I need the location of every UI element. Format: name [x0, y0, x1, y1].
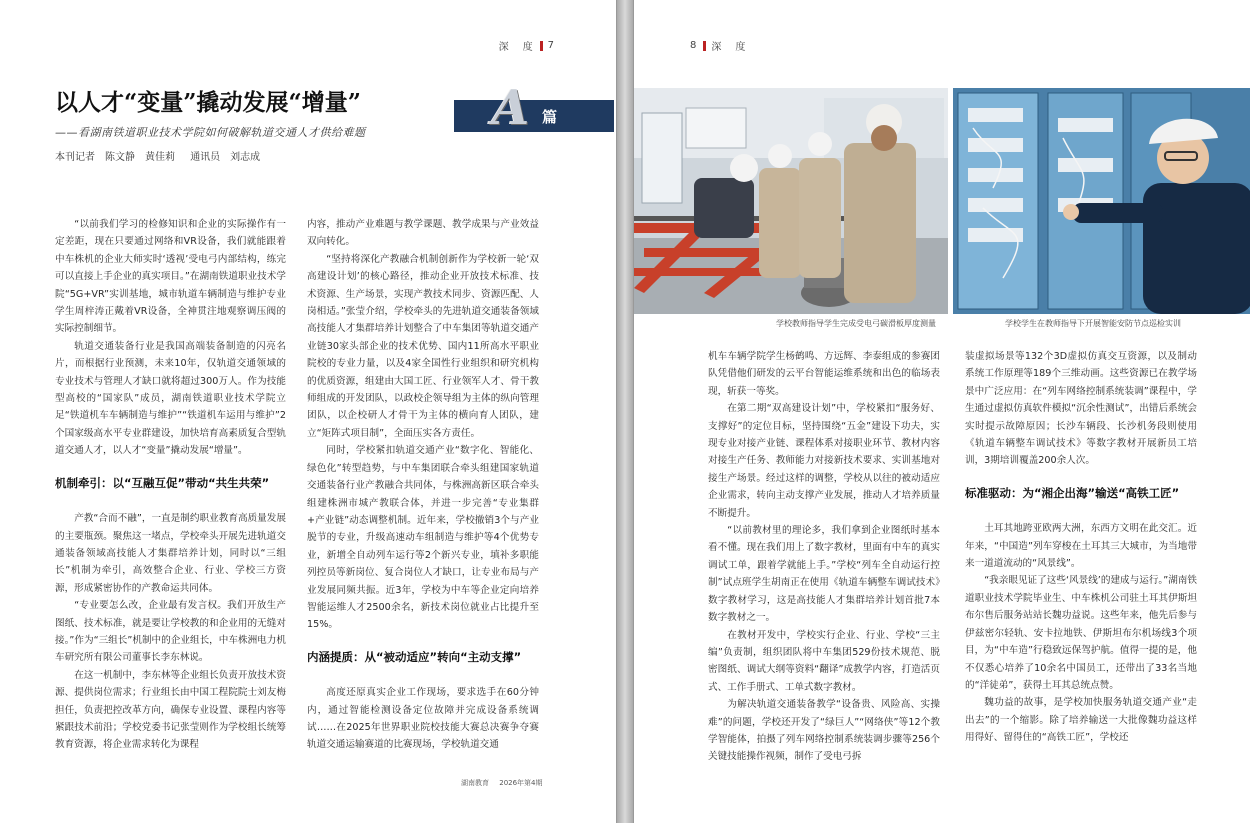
photo-teacher-pantograph — [634, 88, 948, 314]
paragraph: 土耳其地跨亚欧两大洲，东西方文明在此交汇。近年来，“中国造”列车穿梭在土耳其三大城市，为当地带来一道道流动的“风景线”。 — [965, 523, 1197, 570]
paragraph: 产教“合而不融”，一直是制约职业教育高质量发展的主要瓶颈。聚焦这一堵点，学校牵头开展先进轨道交通装备领域高技能人才集群培养计划，同时以“三组长”机制为牵引，高效整合企业、行业、学校三方资源，形成紧密协作的产教命运共同体。 — [55, 513, 286, 594]
paragraph: 高度还原真实企业工作现场，要求选手在60分钟内，通过智能检测设备定位故障并完成设备系统调试……在2025年世界职业院校技能大赛总决赛争夺赛轨道交通运输赛道的比赛现场，学校轨道交通 — [307, 687, 539, 751]
right-page — [633, 0, 1251, 823]
chapter-label: 篇 — [542, 108, 558, 126]
paragraph: 在这一机制中，李东林等企业组长负责开放技术资源、提供岗位需求；行业组长由中国工程院院士刘友梅担任，负责把控改革方向，确保专业设置、课程内容等紧跟技术前沿；学校党委书记张莹则作为学校组长统筹教育资源，将企业需求转化为课程 — [55, 669, 286, 751]
page-number: 8 — [690, 40, 699, 51]
paragraph: 机车车辆学院学生杨鹤鸣、方远辉、李泰组成的参赛团队凭借他们研发的云平台智能运维系统和出色的临场表现，斩获一等奖。 — [708, 351, 940, 397]
paragraph: 同时，学校紧扣轨道交通产业“数字化、智能化、绿色化”转型趋势，与中车集团联合牵头组建国家轨道交通装备行业产教融合共同体，与株洲高新区联合牵头组建株洲市城产教联合体，并进一步完善“专业集群+产业链”动态调整机制。近年来，学校撤销3个与产业脱节的专业，升级高速动车组制造与维护等4个优势专业，新增全自动列车运行等2个新兴专业，填补多职能列控员等新岗位、复合岗位人才缺口，让专业布局与产业发展同频共振。近3年，学校为中车等企业定向培养智能运维人才2500余名，新技术岗位就业占比提升至15%。 — [307, 445, 539, 631]
left-column-1 — [55, 216, 286, 754]
article-subtitle: ——看湖南铁道职业技术学院如何破解轨道交通人才供给难题 — [55, 126, 366, 139]
byline — [55, 148, 272, 163]
page-number: 7 — [547, 40, 556, 51]
paragraph: 轨道交通装备行业是我国高端装备制造的闪亮名片，而根据行业预测，未来10年，仅轨道交通领域的专业技术与管理人才缺口就将超过300万人。作为技能型高校的“国家队”成员，湖南铁道职业技术学院立足“铁道机车车辆制造与维护”“铁道机车运用与维护”2个国家级高水平专业群建设，加快培育高素质复合型轨道交通人才，以人才“变量”撬动发展“增量”。 — [55, 340, 286, 457]
photo-caption-2: 学校学生在教师指导下开展智能安防节点巡检实训 — [1005, 319, 1181, 328]
left-page — [0, 0, 617, 823]
running-head-right — [690, 38, 747, 53]
author-reporters: 本刊记者 陈文静 黄佳莉 — [55, 152, 175, 163]
book-gutter — [617, 0, 633, 823]
section-heading: 内涵提质：从“被动适应”转向“主动支撑” — [307, 649, 522, 664]
paragraph: 内容，推动产业难题与教学课题、教学成果与产业效益双向转化。 — [307, 219, 539, 248]
photo-caption-1: 学校教师指导学生完成受电弓碳滑板厚度测量 — [776, 319, 936, 328]
chapter-letter: A — [492, 80, 530, 136]
section-heading: 机制牵引：以“互融互促”带动“共生共荣” — [55, 475, 270, 490]
paragraph: “以前教材里的理论多，我们拿到企业图纸时基本看不懂。现在我们用上了数字教材，里面有中车的真实调试工单，跟着学就能上手。”学校“列车全自动运行控制”试点班学生胡南正在使用《轨道车辆整车调试技术》数字教材学习，这是高技能人才集群培养计划首批7本数字教材之一。 — [708, 525, 940, 624]
section-label: 深 度 — [498, 42, 535, 53]
paragraph: 魏功益的故事，是学校加快服务轨道交通产业“走出去”的一个缩影。除了培养输送一大批像魏功益这样用得好、留得住的“高铁工匠”，学校还 — [965, 697, 1197, 744]
paragraph: 为解决轨道交通装备教学“设备贵、风险高、实操难”的问题，学校还开发了“绿巨人”“网络侠”等12个教学智能体，拍摄了列车网络控制系统装调步骤等256个关键技能操作视频，制作了受电弓拆 — [708, 699, 940, 763]
author-correspondent: 通讯员 刘志成 — [190, 152, 261, 163]
accent-bar — [540, 41, 543, 51]
section-heading: 标准驱动：为“湘企出海”输送“高铁工匠” — [965, 485, 1180, 500]
paragraph: 装虚拟场景等132个3D虚拟仿真交互资源，以及制动系统工作原理等189个三维动画。这些资源已在教学场景中广泛应用：在“列车网络控制系统装调”课程中，学生通过虚拟仿真软件模拟“沉余性测试”，出错后系统会实时提示故障原因；长沙车辆段、长沙机务段则使用《轨道车辆整车调试技术》等数字教材开展新员工培训，3期培训覆盖200余人次。 — [965, 351, 1197, 467]
right-column-1 — [708, 348, 940, 766]
photo-student-inspection — [953, 88, 1250, 314]
article-title: 以人才“变量”撬动发展“增量” — [55, 89, 361, 116]
paragraph: “我亲眼见证了这些‘风景线’的建成与运行。”湖南铁道职业技术学院毕业生、中车株机公司驻土耳其伊斯坦布尔售后服务站站长魏功益说。这些年来，他先后参与伊兹密尔轻轨、安卡拉地铁、伊斯坦布尔机场线3个项目，为“中车造”行稳致远保驾护航。值得一提的是，他不仅悉心培养了10余名中国员工，还带出了33名当地的“洋徒弟”，获得土耳其总统点赞。 — [965, 575, 1197, 691]
paragraph: 在教材开发中，学校实行企业、行业、学校“三主编”负责制，组织团队将中车集团529份技术规范、脱密图纸、调试大纲等资料“翻译”成教学内容，打造活页式、工作手册式、工单式数字教材。 — [708, 629, 940, 693]
page-footer — [461, 778, 551, 788]
issue-number: 2026年第4期 — [499, 779, 543, 787]
accent-bar — [703, 41, 706, 51]
chapter-banner — [454, 80, 614, 136]
running-head-left — [499, 38, 556, 53]
section-label: 深 度 — [711, 42, 748, 53]
left-column-2 — [307, 216, 539, 754]
paragraph: “专业要怎么改，企业最有发言权。我们开放生产图纸、技术标准，就是要让学校教的和企业用的无缝对接。”作为“三组长”机制中的企业组长，中车株洲电力机车研究所有限公司董事长李东林说。 — [55, 600, 286, 664]
paragraph: “坚持将深化产教融合机制创新作为学校新一轮‘双高建设计划’的核心路径，推动企业开放技术标准、技术资源、生产场景，实现产教技术同步、资源匹配、人岗相适。”张莹介绍，学校牵头的先进轨道交通装备领域高技能人才集群培养计划整合了中车集团等轨道交通产业链30家头部企业的技术优势、国内11所高水平职业院校的专业力量，以及4家全国性行业组织和研究机构的优质资源，组建由大国工匠、行业领军人才、骨干教师组成的开发团队，以政校企领导组为主体的纵向管理团队，以企校研人才骨干为主体的横向育人团队，建立“矩阵式项目制”，全面压实各方责任。 — [307, 253, 539, 439]
paragraph: 在第二期“双高建设计划”中，学校紧扣“服务好、支撑好”的定位目标，坚持围绕“五金”建设下功夫，实现专业对接产业链、课程体系对接职业环节、教材内容对接生产任务、教师能力对接新技术要求、实训基地对接生产场景。经过这样的调整，学校从以往的被动适应企业需求，转向主动支撑产业发展，推动人才培养质量不断提升。 — [708, 403, 940, 519]
journal-name: 湖南教育 — [461, 779, 489, 787]
right-column-2 — [965, 348, 1197, 747]
paragraph: “以前我们学习的检修知识和企业的实际操作有一定差距，现在只要通过网络和VR设备，我们就能跟着中车株机的企业大师实时‘透视’受电弓内部结构，练完可以直接上手企业的真实项目。”在湖南铁道职业技术学院“5G+VR”实训基地，城市轨道车辆制造与维护专业学生周梓涛正戴着VR设备，全神贯注地观察调压阀的实际控制细节。 — [55, 219, 286, 335]
